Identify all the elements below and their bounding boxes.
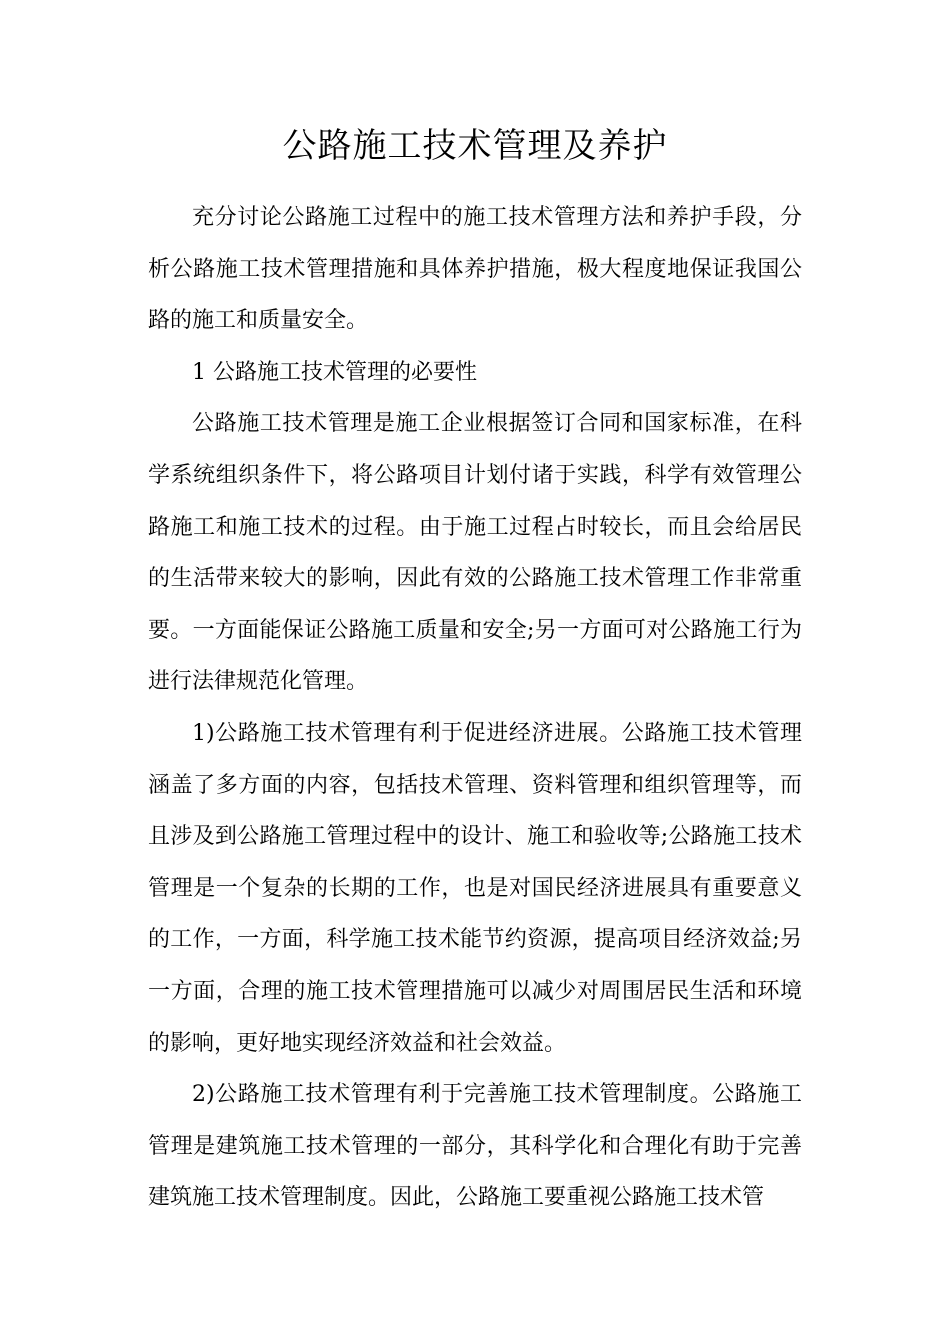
document-title: 公路施工技术管理及养护 xyxy=(282,126,668,166)
body-paragraph-2: 1)公路施工技术管理有利于促进经济进展。公路施工技术管理涵盖了多方面的内容，包括技术管理、资料管理和组织管理等，而且涉及到公路施工管理过程中的设计、施工和验收等;公路施工技术管理是一个复杂的长期的工作，也是对国民经济进展具有重要意义的工作，一方面，科学施工技术能节约资源，提高项目经济效益;另一方面，合理的施工技术管理措施可以减少对周围居民生活和环境的影响，更好地实现经济效益和社会效益。 xyxy=(148,720,802,1056)
section-heading-1: 1 公路施工技术管理的必要性 xyxy=(192,359,477,385)
intro-paragraph: 充分讨论公路施工过程中的施工技术管理方法和养护手段，分析公路施工技术管理措施和具体养护措施，极大程度地保证我国公路的施工和质量安全。 xyxy=(148,205,802,334)
document-body xyxy=(148,192,802,1224)
body-paragraph-1: 公路施工技术管理是施工企业根据签订合同和国家标准，在科学系统组织条件下，将公路项目计划付诸于实践，科学有效管理公路施工和施工技术的过程。由于施工过程占时较长，而且会给居民的生活带来较大的影响，因此有效的公路施工技术管理工作非常重要。一方面能保证公路施工质量和安全;另一方面可对公路施工行为进行法律规范化管理。 xyxy=(148,411,802,695)
body-paragraph-3: 2)公路施工技术管理有利于完善施工技术管理制度。公路施工管理是建筑施工技术管理的一部分，其科学化和合理化有助于完善建筑施工技术管理制度。因此，公路施工要重视公路施工技术管 xyxy=(148,1082,802,1211)
